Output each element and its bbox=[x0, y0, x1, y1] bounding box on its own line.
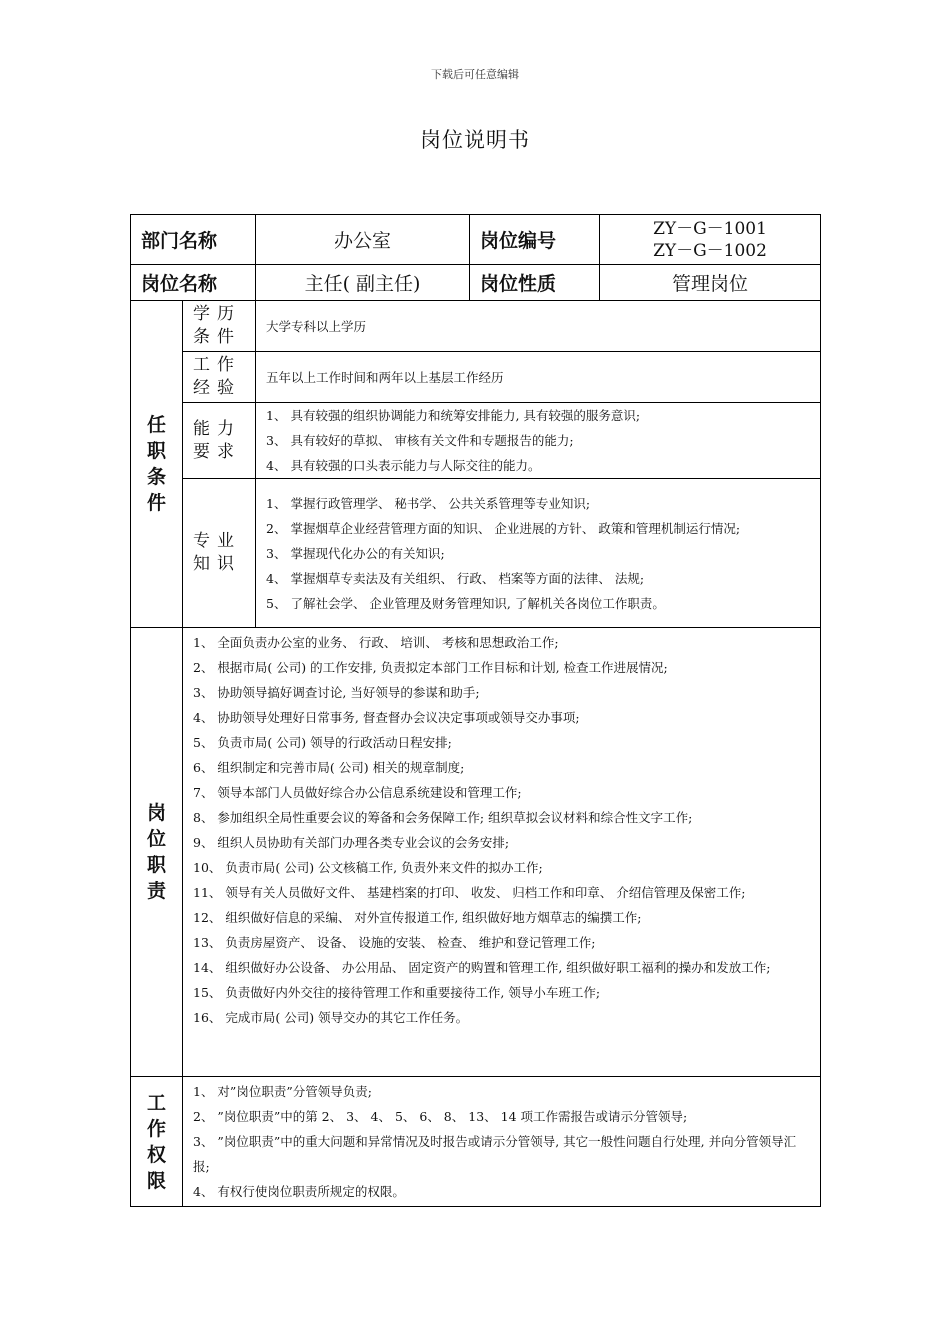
authority-heading-char: 作 bbox=[146, 1117, 166, 1140]
nature-label: 岗位性质 bbox=[470, 265, 600, 301]
code-value-2: ZY－G－1002 bbox=[653, 240, 767, 261]
list-item: 16、 完成市局( 公司) 领导交办的其它工作任务。 bbox=[193, 1010, 469, 1025]
qualifications-heading-char: 条 bbox=[146, 466, 166, 488]
ability-label: 能力要求 bbox=[183, 403, 256, 479]
education-label: 学历条件 bbox=[183, 301, 256, 352]
experience-value: 五年以上工作时间和两年以上基层工作经历 bbox=[256, 352, 821, 403]
job-description-table bbox=[130, 214, 821, 1207]
list-item: 2、 根据市局( 公司) 的工作安排, 负责拟定本部门工作目标和计划, 检查工作进展情况; bbox=[193, 660, 668, 675]
authority-row bbox=[131, 1077, 821, 1207]
authority-heading-char: 权 bbox=[146, 1143, 166, 1166]
list-item: 4、 协助领导处理好日常事务, 督查督办会议决定事项或领导交办事项; bbox=[193, 710, 580, 725]
duties-heading-char: 位 bbox=[146, 828, 166, 850]
list-item: 2、 掌握烟草企业经营管理方面的知识、 企业进展的方针、 政策和管理机制运行情况; bbox=[266, 520, 741, 536]
list-item: 1、 掌握行政管理学、 秘书学、 公共关系管理等专业知识; bbox=[266, 495, 591, 511]
code-value-1: ZY－G－1001 bbox=[653, 218, 767, 239]
list-item: 5、 负责市局( 公司) 领导的行政活动日程安排; bbox=[193, 735, 452, 750]
qualifications-heading-char: 职 bbox=[146, 440, 166, 462]
dept-value: 办公室 bbox=[256, 215, 470, 265]
qualifications-heading bbox=[131, 301, 183, 628]
ability-row bbox=[131, 403, 821, 479]
knowledge-row bbox=[131, 479, 821, 628]
duties-heading-char: 岗 bbox=[146, 802, 166, 824]
list-item: 10、 负责市局( 公司) 公文核稿工作, 负责外来文件的拟办工作; bbox=[193, 860, 543, 875]
list-item: 14、 组织做好办公设备、 办公用品、 固定资产的购置和管理工作, 组织做好职工福利的操办和发放工作; bbox=[193, 960, 771, 975]
list-item: 3、 协助领导搞好调查讨论, 当好领导的参谋和助手; bbox=[193, 685, 480, 700]
experience-row bbox=[131, 352, 821, 403]
list-item: 12、 组织做好信息的采编、 对外宣传报道工作, 组织做好地方烟草志的编撰工作; bbox=[193, 910, 642, 925]
header-note: 下载后可任意编辑 bbox=[431, 68, 519, 81]
list-item: 6、 组织制定和完善市局( 公司) 相关的规章制度; bbox=[193, 760, 465, 775]
knowledge-label: 专业知识 bbox=[183, 479, 256, 628]
duties-row bbox=[131, 628, 821, 1077]
code-value bbox=[600, 215, 821, 265]
list-item: 11、 领导有关人员做好文件、 基建档案的打印、 收发、 归档工作和印章、 介绍信管理及保密工作; bbox=[193, 885, 746, 900]
knowledge-list bbox=[256, 479, 821, 628]
experience-label: 工作经验 bbox=[183, 352, 256, 403]
post-label: 岗位名称 bbox=[131, 265, 256, 301]
list-item: 1、 全面负责办公室的业务、 行政、 培训、 考核和思想政治工作; bbox=[193, 635, 559, 650]
ability-list bbox=[256, 403, 821, 479]
list-item: 1、 对”岗位职责”分管领导负责; bbox=[193, 1084, 372, 1099]
list-item: 1、 具有较强的组织协调能力和统筹安排能力, 具有较强的服务意识; bbox=[266, 408, 641, 423]
authority-list bbox=[183, 1077, 821, 1207]
list-item: 7、 领导本部门人员做好综合办公信息系统建设和管理工作; bbox=[193, 785, 522, 800]
document-title: 岗位说明书 bbox=[420, 128, 530, 152]
education-row bbox=[131, 301, 821, 352]
qualifications-heading-char: 任 bbox=[146, 414, 166, 436]
list-item: 3、 具有较好的草拟、 审核有关文件和专题报告的能力; bbox=[266, 433, 574, 448]
authority-heading-char: 工 bbox=[146, 1091, 166, 1114]
list-item: 15、 负责做好内外交往的接待管理工作和重要接待工作, 领导小车班工作; bbox=[193, 985, 601, 1000]
list-item: 4、 掌握烟草专卖法及有关组织、 行政、 档案等方面的法律、 法规; bbox=[266, 570, 645, 586]
duties-heading bbox=[131, 628, 183, 1077]
dept-row bbox=[131, 215, 821, 265]
list-item: 2、 ”岗位职责”中的第 2、 3、 4、 5、 6、 8、 13、 14 项工作需报告或请示分管领导; bbox=[193, 1109, 688, 1124]
authority-heading-char: 限 bbox=[146, 1169, 166, 1192]
post-row bbox=[131, 265, 821, 301]
dept-label: 部门名称 bbox=[131, 215, 256, 265]
list-item: 8、 参加组织全局性重要会议的筹备和会务保障工作; 组织草拟会议材料和综合性文字工作; bbox=[193, 810, 693, 825]
nature-value: 管理岗位 bbox=[600, 265, 821, 301]
list-item: 4、 有权行使岗位职责所规定的权限。 bbox=[193, 1184, 405, 1199]
qualifications-heading-char: 件 bbox=[146, 492, 166, 514]
duties-heading-char: 责 bbox=[146, 880, 166, 902]
list-item: 9、 组织人员协助有关部门办理各类专业会议的会务安排; bbox=[193, 835, 510, 850]
list-item: 4、 具有较强的口头表示能力与人际交往的能力。 bbox=[266, 458, 541, 473]
code-label: 岗位编号 bbox=[470, 215, 600, 265]
post-value: 主任( 副主任) bbox=[256, 265, 470, 301]
list-item: 3、 ”岗位职责”中的重大问题和异常情况及时报告或请示分管领导, 其它一般性问题自行处理, 并向分管领导汇报; bbox=[193, 1134, 797, 1174]
authority-heading bbox=[131, 1077, 183, 1207]
list-item: 13、 负责房屋资产、 设备、 设施的安装、 检查、 维护和登记管理工作; bbox=[193, 935, 596, 950]
duties-heading-char: 职 bbox=[146, 854, 166, 876]
duties-list bbox=[183, 628, 821, 1077]
list-item: 3、 掌握现代化办公的有关知识; bbox=[266, 545, 445, 561]
education-value: 大学专科以上学历 bbox=[256, 301, 821, 352]
list-item: 5、 了解社会学、 企业管理及财务管理知识, 了解机关各岗位工作职责。 bbox=[266, 595, 665, 611]
